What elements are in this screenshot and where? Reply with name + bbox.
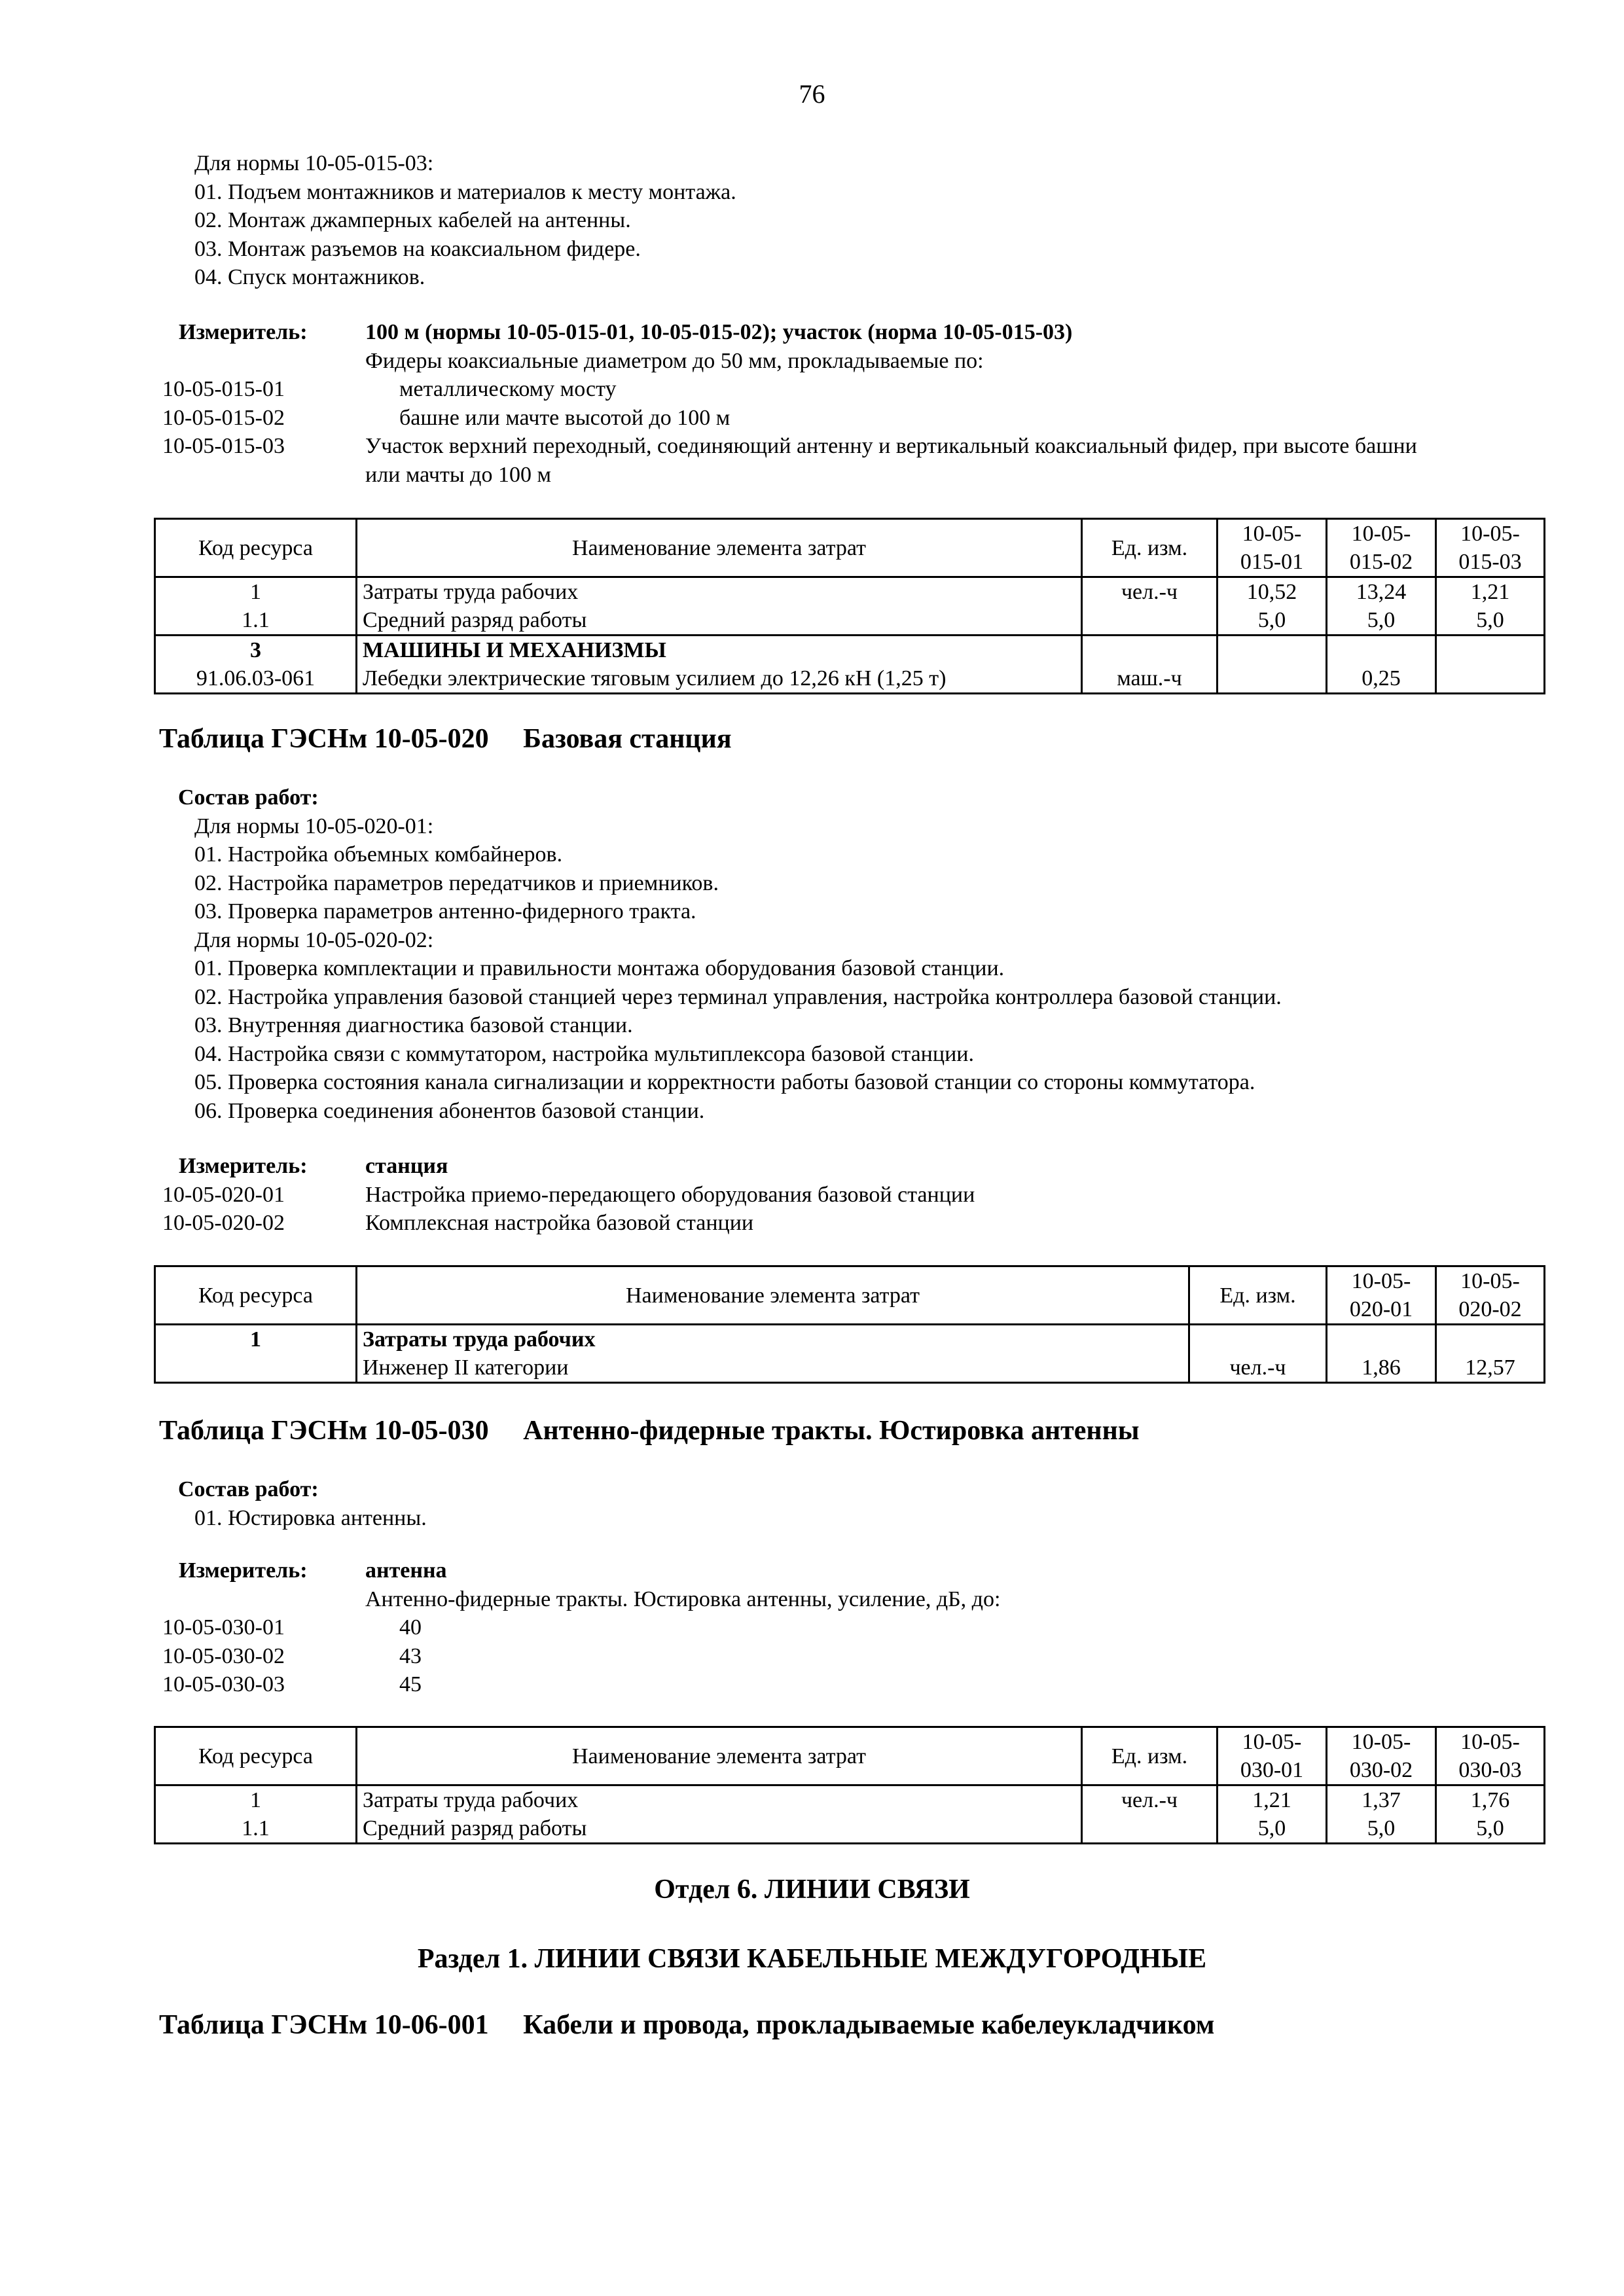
norm-code: 10-05-020-01 bbox=[162, 1182, 285, 1207]
cell-unit bbox=[1082, 636, 1218, 665]
list-item: 02. Настройка управления базовой станцией через терминал управления, настройка контроллера базовой станции. bbox=[194, 984, 1282, 1009]
list-item: 04. Спуск монтажников. bbox=[194, 265, 425, 289]
cell-value: 5,0 bbox=[1218, 606, 1327, 636]
list-item: 04. Настройка связи с коммутатором, настройка мультиплексора базовой станции. bbox=[194, 1041, 974, 1066]
list-item: 03. Проверка параметров антенно-фидерного тракта. bbox=[194, 899, 696, 924]
measure-unit: станция bbox=[365, 1154, 448, 1178]
header-name: Наименование элемента затрат bbox=[357, 1266, 1189, 1325]
work-label: Состав работ: bbox=[178, 785, 319, 810]
norm-code: 10-05-015-01 bbox=[162, 377, 285, 401]
cell-value bbox=[1327, 636, 1436, 665]
resource-table-030 bbox=[154, 1726, 1545, 1844]
norm-text: Настройка приемо-передающего оборудования базовой станции bbox=[365, 1182, 975, 1207]
work-label: Состав работ: bbox=[178, 1477, 319, 1501]
table-row bbox=[155, 636, 1545, 665]
norm-code: 10-05-015-02 bbox=[162, 405, 285, 430]
cell-code: 1.1 bbox=[155, 1814, 357, 1844]
table-header-row bbox=[155, 1266, 1545, 1325]
cell-value: 0,25 bbox=[1327, 664, 1436, 694]
cell-name: Затраты труда рабочих bbox=[357, 1785, 1082, 1815]
norm-code: 10-05-020-02 bbox=[162, 1211, 285, 1235]
cell-name: Лебедки электрические тяговым усилием до 12,26 кН (1,25 т) bbox=[357, 664, 1082, 694]
header-norm: 10-05- 030-03 bbox=[1436, 1727, 1545, 1785]
cell-value: 1,21 bbox=[1218, 1785, 1327, 1815]
table-row bbox=[155, 577, 1545, 607]
table-heading-10-06-001: Таблица ГЭСНм 10-06-001 Кабели и провода, прокладываемые кабелеукладчиком bbox=[159, 2010, 1215, 2040]
cell-value: 12,57 bbox=[1436, 1325, 1545, 1383]
resource-table-020 bbox=[154, 1265, 1545, 1384]
cell-code: 1 bbox=[155, 1785, 357, 1815]
table-row bbox=[155, 664, 1545, 694]
list-item: 01. Проверка комплектации и правильности монтажа оборудования базовой станции. bbox=[194, 956, 1005, 980]
header-name: Наименование элемента затрат bbox=[357, 1727, 1082, 1785]
norm-text: 43 bbox=[399, 1643, 422, 1668]
work-composition-030 bbox=[178, 1475, 427, 1532]
cell-value: 1,37 bbox=[1327, 1785, 1436, 1815]
table-row bbox=[155, 606, 1545, 636]
measure-unit: 100 м (нормы 10-05-015-01, 10-05-015-02); участок (норма 10-05-015-03) bbox=[365, 320, 1073, 344]
table-header-row bbox=[155, 1727, 1545, 1785]
table-heading-030: Таблица ГЭСНм 10-05-030 Антенно-фидерные тракты. Юстировка антенны bbox=[159, 1416, 1140, 1446]
header-norm: 10-05- 015-02 bbox=[1327, 519, 1436, 577]
cell-value bbox=[1218, 664, 1327, 694]
cell-value: 1,86 bbox=[1327, 1325, 1436, 1383]
cell-unit: маш.-ч bbox=[1082, 664, 1218, 694]
list-item: 02. Монтаж джамперных кабелей на антенны. bbox=[194, 208, 631, 232]
cell-code: 91.06.03-061 bbox=[155, 664, 357, 694]
norm-text: 45 bbox=[399, 1672, 422, 1696]
table-header-row bbox=[155, 519, 1545, 577]
cell-value: 1,76 bbox=[1436, 1785, 1545, 1815]
table-row bbox=[155, 1325, 1545, 1383]
list-item: Для нормы 10-05-020-02: bbox=[194, 927, 434, 952]
cell-name: Средний разряд работы bbox=[357, 1814, 1082, 1844]
header-norm: 10-05- 015-01 bbox=[1218, 519, 1327, 577]
header-name: Наименование элемента затрат bbox=[357, 519, 1082, 577]
measure-label: Измеритель: bbox=[179, 1154, 308, 1178]
header-unit: Ед. изм. bbox=[1082, 519, 1218, 577]
table-row bbox=[155, 1785, 1545, 1815]
list-item: 06. Проверка соединения абонентов базовой станции. bbox=[194, 1098, 705, 1123]
cell-value bbox=[1436, 636, 1545, 665]
department-heading: Отдел 6. ЛИНИИ СВЯЗИ bbox=[654, 1874, 970, 1905]
header-code: Код ресурса bbox=[155, 1266, 357, 1325]
cell-code: 3 bbox=[155, 636, 357, 665]
measure-block-015 bbox=[162, 318, 1537, 489]
norm-text: Комплексная настройка базовой станции bbox=[365, 1211, 754, 1235]
table-heading-020: Таблица ГЭСНм 10-05-020 Базовая станция bbox=[159, 724, 732, 754]
header-unit: Ед. изм. bbox=[1189, 1266, 1327, 1325]
measure-intro: Фидеры коаксиальные диаметром до 50 мм, прокладываемые по: bbox=[365, 348, 984, 373]
list-item: 03. Монтаж разъемов на коаксиальном фидере. bbox=[194, 236, 641, 261]
cell-value bbox=[1218, 636, 1327, 665]
measure-label: Измеритель: bbox=[179, 1558, 308, 1583]
resource-table-015 bbox=[154, 518, 1545, 694]
cell-value: 5,0 bbox=[1436, 1814, 1545, 1844]
measure-intro: Антенно-фидерные тракты. Юстировка антенны, усиление, дБ, до: bbox=[365, 1587, 1001, 1611]
header-norm: 10-05- 020-01 bbox=[1327, 1266, 1436, 1325]
cell-value: 5,0 bbox=[1436, 606, 1545, 636]
header-code: Код ресурса bbox=[155, 519, 357, 577]
header-code: Код ресурса bbox=[155, 1727, 357, 1785]
cell-value: 10,52 bbox=[1218, 577, 1327, 607]
norm-text: 40 bbox=[399, 1615, 422, 1640]
cell-name: Затраты труда рабочих bbox=[357, 577, 1082, 607]
work-composition-020 bbox=[178, 783, 1282, 1125]
measure-unit: антенна bbox=[365, 1558, 447, 1583]
header-unit: Ед. изм. bbox=[1082, 1727, 1218, 1785]
norm-code: 10-05-030-01 bbox=[162, 1615, 285, 1640]
cell-value: 5,0 bbox=[1327, 606, 1436, 636]
list-title: Для нормы 10-05-015-03: bbox=[194, 151, 434, 175]
measure-label: Измеритель: bbox=[179, 320, 308, 344]
cell-unit: чел.-ч bbox=[1082, 577, 1218, 607]
header-norm: 10-05- 015-03 bbox=[1436, 519, 1545, 577]
cell-name: Средний разряд работы bbox=[357, 606, 1082, 636]
norm-code: 10-05-030-03 bbox=[162, 1672, 285, 1696]
cell-unit bbox=[1082, 1814, 1218, 1844]
norm-text: башне или мачте высотой до 100 м bbox=[399, 405, 731, 430]
norm-code: 10-05-030-02 bbox=[162, 1643, 285, 1668]
section-heading: Раздел 1. ЛИНИИ СВЯЗИ КАБЕЛЬНЫЕ МЕЖДУГОРОДНЫЕ bbox=[417, 1944, 1207, 1974]
cell-name: МАШИНЫ И МЕХАНИЗМЫ bbox=[357, 636, 1082, 665]
page-number: 76 bbox=[799, 79, 825, 109]
norm-code: 10-05-015-03 bbox=[162, 434, 285, 458]
norm-text-continued: или мачты до 100 м bbox=[365, 462, 551, 487]
cell-code: 1.1 bbox=[155, 606, 357, 636]
header-norm: 10-05- 030-01 bbox=[1218, 1727, 1327, 1785]
work-list-015-03 bbox=[194, 149, 736, 292]
header-norm: 10-05- 030-02 bbox=[1327, 1727, 1436, 1785]
cell-value bbox=[1436, 664, 1545, 694]
measure-block-020 bbox=[162, 1152, 1537, 1238]
cell-unit: чел.-ч bbox=[1189, 1325, 1327, 1383]
cell-value: 5,0 bbox=[1327, 1814, 1436, 1844]
cell-unit bbox=[1082, 606, 1218, 636]
cell-value: 13,24 bbox=[1327, 577, 1436, 607]
table-row bbox=[155, 1814, 1545, 1844]
norm-text: Участок верхний переходный, соединяющий антенну и вертикальный коаксиальный фидер, при высоте башни bbox=[365, 434, 1417, 458]
cell-value: 5,0 bbox=[1218, 1814, 1327, 1844]
norm-text: металлическому мосту bbox=[399, 377, 617, 401]
list-item: 01. Юстировка антенны. bbox=[194, 1505, 427, 1530]
header-norm: 10-05- 020-02 bbox=[1436, 1266, 1545, 1325]
cell-value: 1,21 bbox=[1436, 577, 1545, 607]
cell-code: 1 bbox=[155, 577, 357, 607]
cell-name: Затраты труда рабочих Инженер II категории bbox=[357, 1325, 1189, 1383]
list-item: 03. Внутренняя диагностика базовой станции. bbox=[194, 1013, 633, 1037]
measure-block-030 bbox=[162, 1556, 1537, 1699]
list-item: 01. Подъем монтажников и материалов к месту монтажа. bbox=[194, 179, 736, 204]
list-item: Для нормы 10-05-020-01: bbox=[194, 814, 434, 838]
list-item: 01. Настройка объемных комбайнеров. bbox=[194, 842, 563, 867]
cell-unit: чел.-ч bbox=[1082, 1785, 1218, 1815]
list-item: 02. Настройка параметров передатчиков и приемников. bbox=[194, 870, 719, 895]
cell-code: 1 bbox=[155, 1325, 357, 1383]
list-item: 05. Проверка состояния канала сигнализации и корректности работы базовой станции со стороны коммутатора. bbox=[194, 1070, 1255, 1094]
